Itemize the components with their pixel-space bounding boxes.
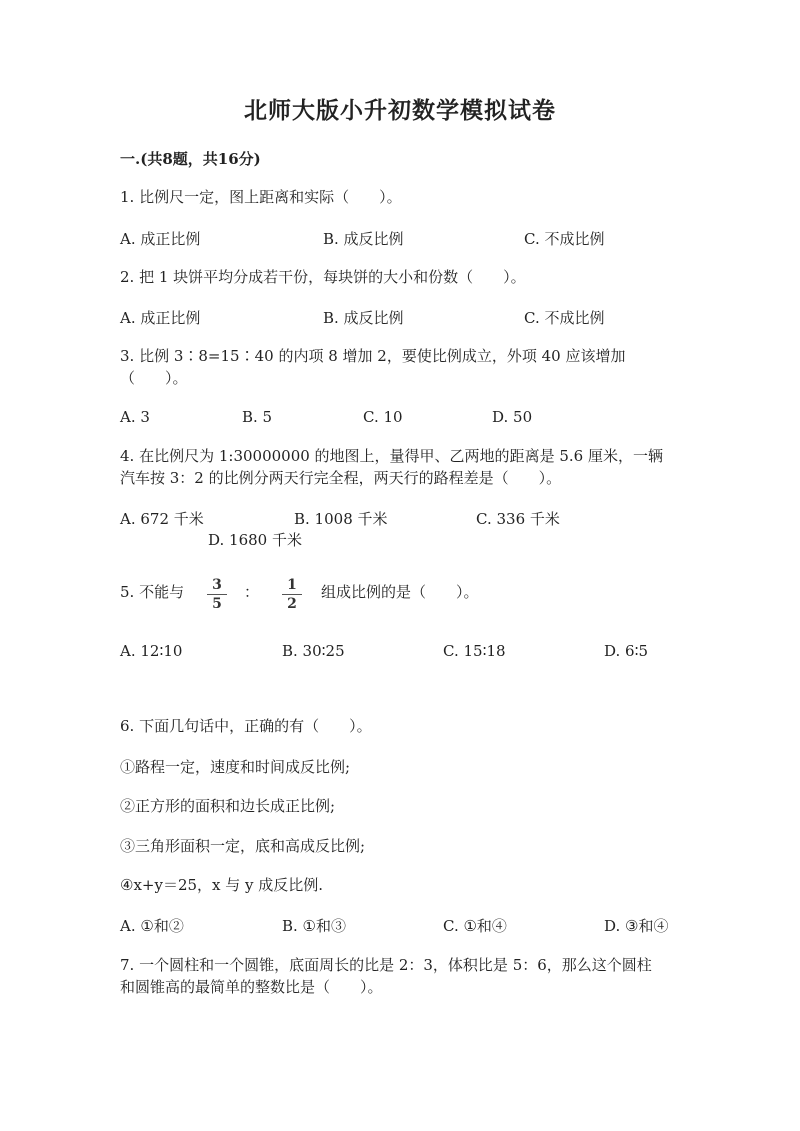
question-4-option-d: D. 1680 千米 (208, 531, 302, 549)
question-6-option-b: B. ①和③ (282, 917, 347, 935)
question-4-option-b: B. 1008 千米 (294, 510, 388, 528)
question-2-option-b: B. 成反比例 (323, 309, 404, 327)
question-1-option-c: C. 不成比例 (524, 230, 605, 248)
question-1-stem: 1. 比例尺一定，图上距离和实际（ ）。 (120, 188, 402, 206)
question-2-stem: 2. 把 1 块饼平均分成若干份，每块饼的大小和份数（ ）。 (120, 268, 526, 286)
question-7-stem-line2: 和圆锥高的最简单的整数比是（ ）。 (120, 978, 383, 996)
question-5-option-b: B. 30∶25 (282, 642, 345, 660)
question-5-stem-prefix: 5. 不能与 (120, 583, 185, 601)
question-4-option-a: A. 672 千米 (120, 510, 204, 528)
question-2-option-c: C. 不成比例 (524, 309, 605, 327)
fraction-1-bar (207, 594, 227, 595)
question-5-fraction-1 (207, 577, 227, 612)
question-6-statement-4: ④x+y＝25，x 与 y 成反比例. (120, 876, 324, 894)
question-6-statement-3: ③三角形面积一定，底和高成反比例; (120, 837, 366, 855)
question-3-option-c: C. 10 (363, 408, 403, 426)
question-4-stem-line1: 4. 在比例尺为 1:30000000 的地图上，量得甲、乙两地的距离是 5.6 厘米，一辆 (120, 447, 663, 465)
question-6-statement-1: ①路程一定，速度和时间成反比例; (120, 758, 351, 776)
question-6-option-d: D. ③和④ (604, 917, 669, 935)
question-3-stem-line2: （ ）。 (120, 369, 188, 387)
question-5-option-d: D. 6∶5 (604, 642, 649, 660)
question-3-option-b: B. 5 (242, 408, 273, 426)
question-5-stem-suffix: 组成比例的是（ ）。 (321, 583, 479, 601)
question-4-option-c: C. 336 千米 (476, 510, 560, 528)
question-5-option-a: A. 12∶10 (120, 642, 183, 660)
fraction-2-bar (282, 594, 302, 595)
question-6-stem: 6. 下面几句话中，正确的有（ ）。 (120, 717, 372, 735)
fraction-1-numerator: 3 (212, 577, 222, 593)
question-6-option-c: C. ①和④ (443, 917, 507, 935)
fraction-2-denominator: 2 (287, 596, 297, 612)
question-1-option-b: B. 成反比例 (323, 230, 404, 248)
section-header: 一.(共8题，共16分) (120, 150, 261, 168)
question-1-option-a: A. 成正比例 (120, 230, 201, 248)
question-3-stem-line1: 3. 比例 3∶8=15∶40 的内项 8 增加 2，要使比例成立，外项 40 应该增加 (120, 347, 626, 365)
question-5-option-c: C. 15∶18 (443, 642, 506, 660)
question-6-statement-2: ②正方形的面积和边长成正比例; (120, 797, 336, 815)
question-5-colon: ： (244, 583, 260, 601)
question-7-stem-line1: 7. 一个圆柱和一个圆锥，底面周长的比是 2：3，体积比是 5：6，那么这个圆柱 (120, 956, 652, 974)
page-title: 北师大版小升初数学模拟试卷 (244, 97, 556, 124)
fraction-2-numerator: 1 (287, 577, 297, 593)
question-6-option-a: A. ①和② (120, 917, 184, 935)
fraction-1-denominator: 5 (212, 596, 222, 612)
question-3-option-d: D. 50 (492, 408, 533, 426)
question-2-option-a: A. 成正比例 (120, 309, 201, 327)
question-5-fraction-2 (282, 577, 302, 612)
question-4-stem-line2: 汽车按 3：2 的比例分两天行完全程，两天行的路程差是（ ）。 (120, 469, 562, 487)
question-3-option-a: A. 3 (120, 408, 150, 426)
